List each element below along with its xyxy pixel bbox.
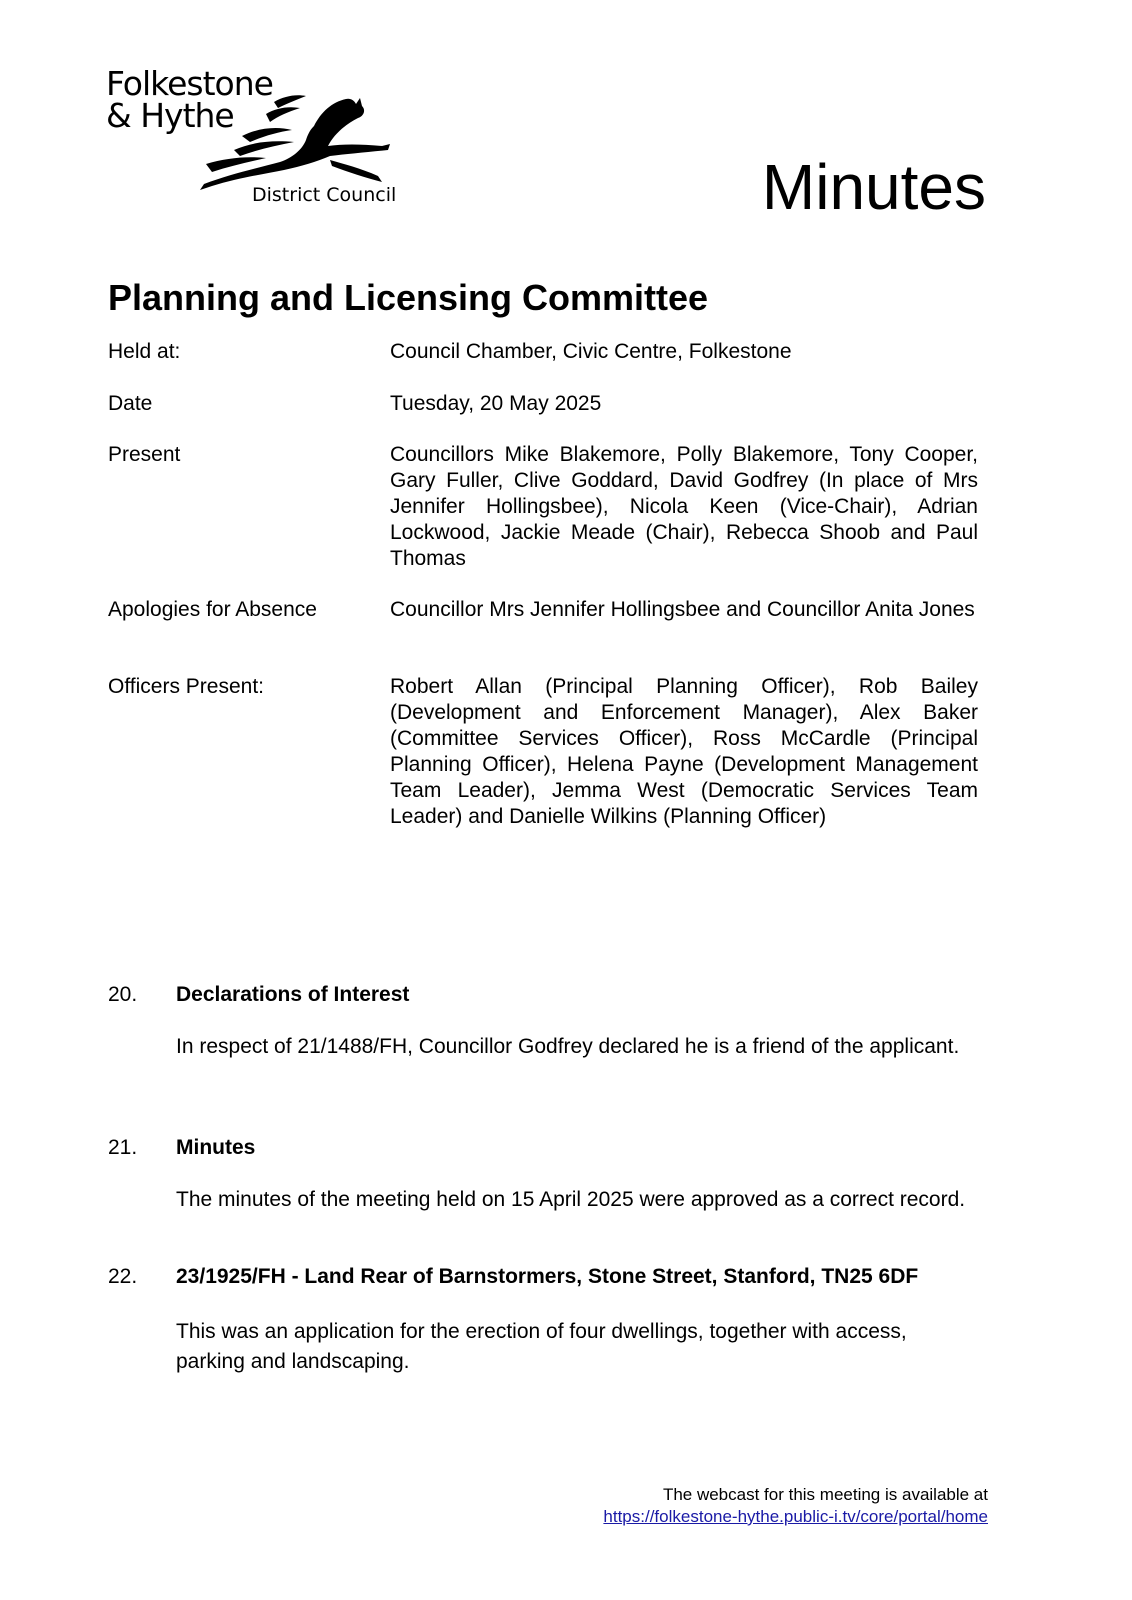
item-body: This was an application for the erection of four dwellings, together with access, parking and landscaping.	[176, 1320, 907, 1373]
committee-title: Planning and Licensing Committee	[108, 277, 709, 318]
item-heading: Minutes	[176, 1136, 256, 1159]
webcast-link[interactable]: https://folkestone-hythe.public-i.tv/core/portal/home	[603, 1507, 988, 1526]
item-number: 21.	[108, 1136, 138, 1159]
meta-value: Tuesday, 20 May 2025	[390, 392, 602, 415]
meta-value: Council Chamber, Civic Centre, Folkestone	[390, 340, 792, 363]
meta-value: Robert Allan (Principal Planning Officer), Rob Bailey (Development and Enforcement Manager), Alex Baker (Committee Services Officer), Ross McCardle (Principal Planning Officer), Helena Payne (Development Management Team Leader), Jemma West (Democratic Services Team Leader) and Danielle Wilkins (Planning Officer)	[390, 675, 978, 828]
webcast-text: The webcast for this meeting is available at	[662, 1485, 988, 1504]
meta-label: Present	[108, 443, 181, 466]
meta-label: Date	[108, 392, 153, 415]
item-body: The minutes of the meeting held on 15 April 2025 were approved as a correct record.	[176, 1188, 966, 1211]
logo-subtitle: District Council	[252, 184, 397, 206]
item-heading: 23/1925/FH - Land Rear of Barnstormers, Stone Street, Stanford, TN25 6DF	[176, 1265, 919, 1288]
council-logo	[106, 66, 396, 216]
horse-logo-icon	[146, 94, 396, 194]
logo-text-line2: & Hythe	[106, 96, 234, 135]
meta-label: Apologies for Absence	[108, 598, 317, 621]
item-number: 20.	[108, 983, 138, 1006]
meta-label: Officers Present:	[108, 675, 265, 698]
webcast-footer	[603, 1484, 988, 1528]
item-number: 22.	[108, 1265, 138, 1288]
item-body: In respect of 21/1488/FH, Councillor Godfrey declared he is a friend of the applicant.	[176, 1035, 960, 1058]
meta-label: Held at:	[108, 340, 181, 363]
meta-value: Councillor Mrs Jennifer Hollingsbee and Councillor Anita Jones	[390, 598, 975, 621]
logo-text-line1: Folkestone	[106, 64, 273, 103]
document-type-heading: Minutes	[761, 151, 986, 223]
item-heading: Declarations of Interest	[176, 983, 410, 1006]
meta-value: Councillors Mike Blakemore, Polly Blakemore, Tony Cooper, Gary Fuller, Clive Goddard, David Godfrey (In place of Mrs Jennifer Hollingsbee), Nicola Keen (Vice-Chair), Adrian Lockwood, Jackie Meade (Chair), Rebecca Shoob and Paul Thomas	[390, 443, 978, 570]
